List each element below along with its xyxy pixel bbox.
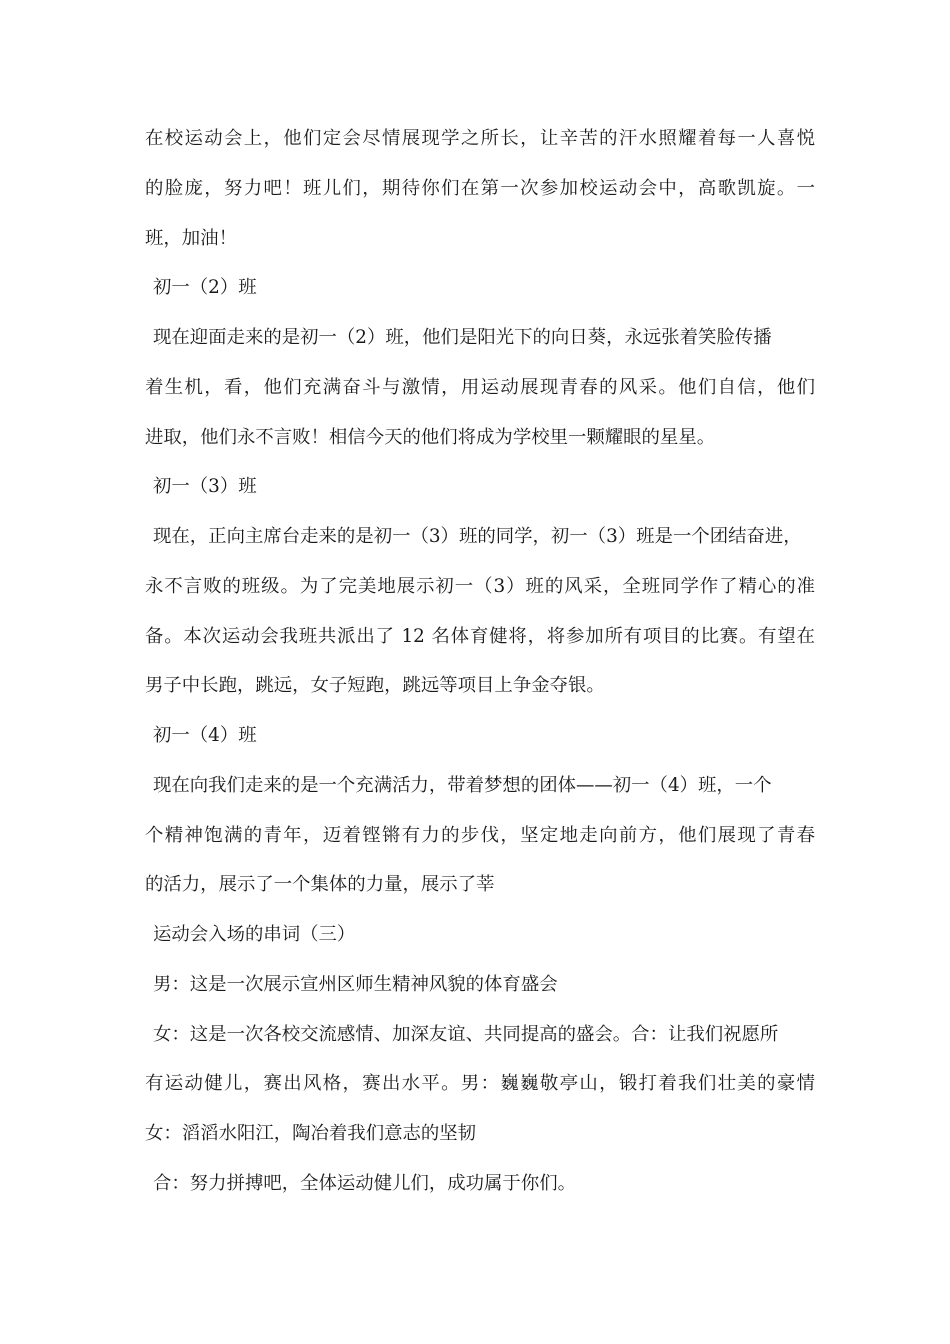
text-line: 女：这是一次各校交流感情、加深友谊、共同提高的盛会。合：让我们祝愿所 (153, 1024, 779, 1045)
text-line: 班，加油！ (145, 228, 237, 249)
text-line: 进取，他们永不言败！相信今天的他们将成为学校里一颗耀眼的星星。 (145, 427, 716, 448)
text-line: 现在，正向主席台走来的是初一（3）班的同学，初一（3）班是一个团结奋进， (153, 526, 802, 547)
text-line: 女：滔滔水阳江，陶冶着我们意志的坚韧 (145, 1123, 477, 1144)
section-heading: 运动会入场的串词（三） (153, 924, 356, 945)
text-line: 有运动健儿，赛出风格，赛出水平。男：巍巍敬亭山，锻打着我们壮美的豪情 (145, 1073, 815, 1094)
text-line: 着生机，看，他们充满奋斗与激情，用运动展现青春的风采。他们自信，他们 (145, 377, 815, 398)
text-line: 备。本次运动会我班共派出了 12 名体育健将，将参加所有项目的比赛。有望在 (145, 626, 815, 647)
text-line: 的脸庞，努力吧！班儿们，期待你们在第一次参加校运动会中，高歌凯旋。一 (145, 178, 815, 199)
section-heading: 初一（2）班 (153, 277, 257, 298)
text-line: 永不言败的班级。为了完美地展示初一（3）班的风采，全班同学作了精心的准 (145, 576, 815, 597)
text-line: 男：这是一次展示宣州区师生精神风貌的体育盛会 (153, 974, 558, 995)
text-line: 男子中长跑，跳远，女子短跑，跳远等项目上争金夺银。 (145, 675, 605, 696)
text-line: 现在迎面走来的是初一（2）班，他们是阳光下的向日葵，永远张着笑脸传播 (153, 327, 772, 348)
text-line: 现在向我们走来的是一个充满活力，带着梦想的团体——初一（4）班，一个 (153, 775, 772, 796)
text-line: 在校运动会上，他们定会尽情展现学之所长，让辛苦的汗水照耀着每一人喜悦 (145, 128, 815, 149)
section-heading: 初一（3）班 (153, 476, 257, 497)
text-line: 的活力，展示了一个集体的力量，展示了莘 (145, 874, 495, 895)
text-line: 合：努力拼搏吧，全体运动健儿们，成功属于你们。 (153, 1173, 576, 1194)
section-heading: 初一（4）班 (153, 725, 257, 746)
text-line: 个精神饱满的青年，迈着铿锵有力的步伐，坚定地走向前方，他们展现了青春 (145, 825, 815, 846)
